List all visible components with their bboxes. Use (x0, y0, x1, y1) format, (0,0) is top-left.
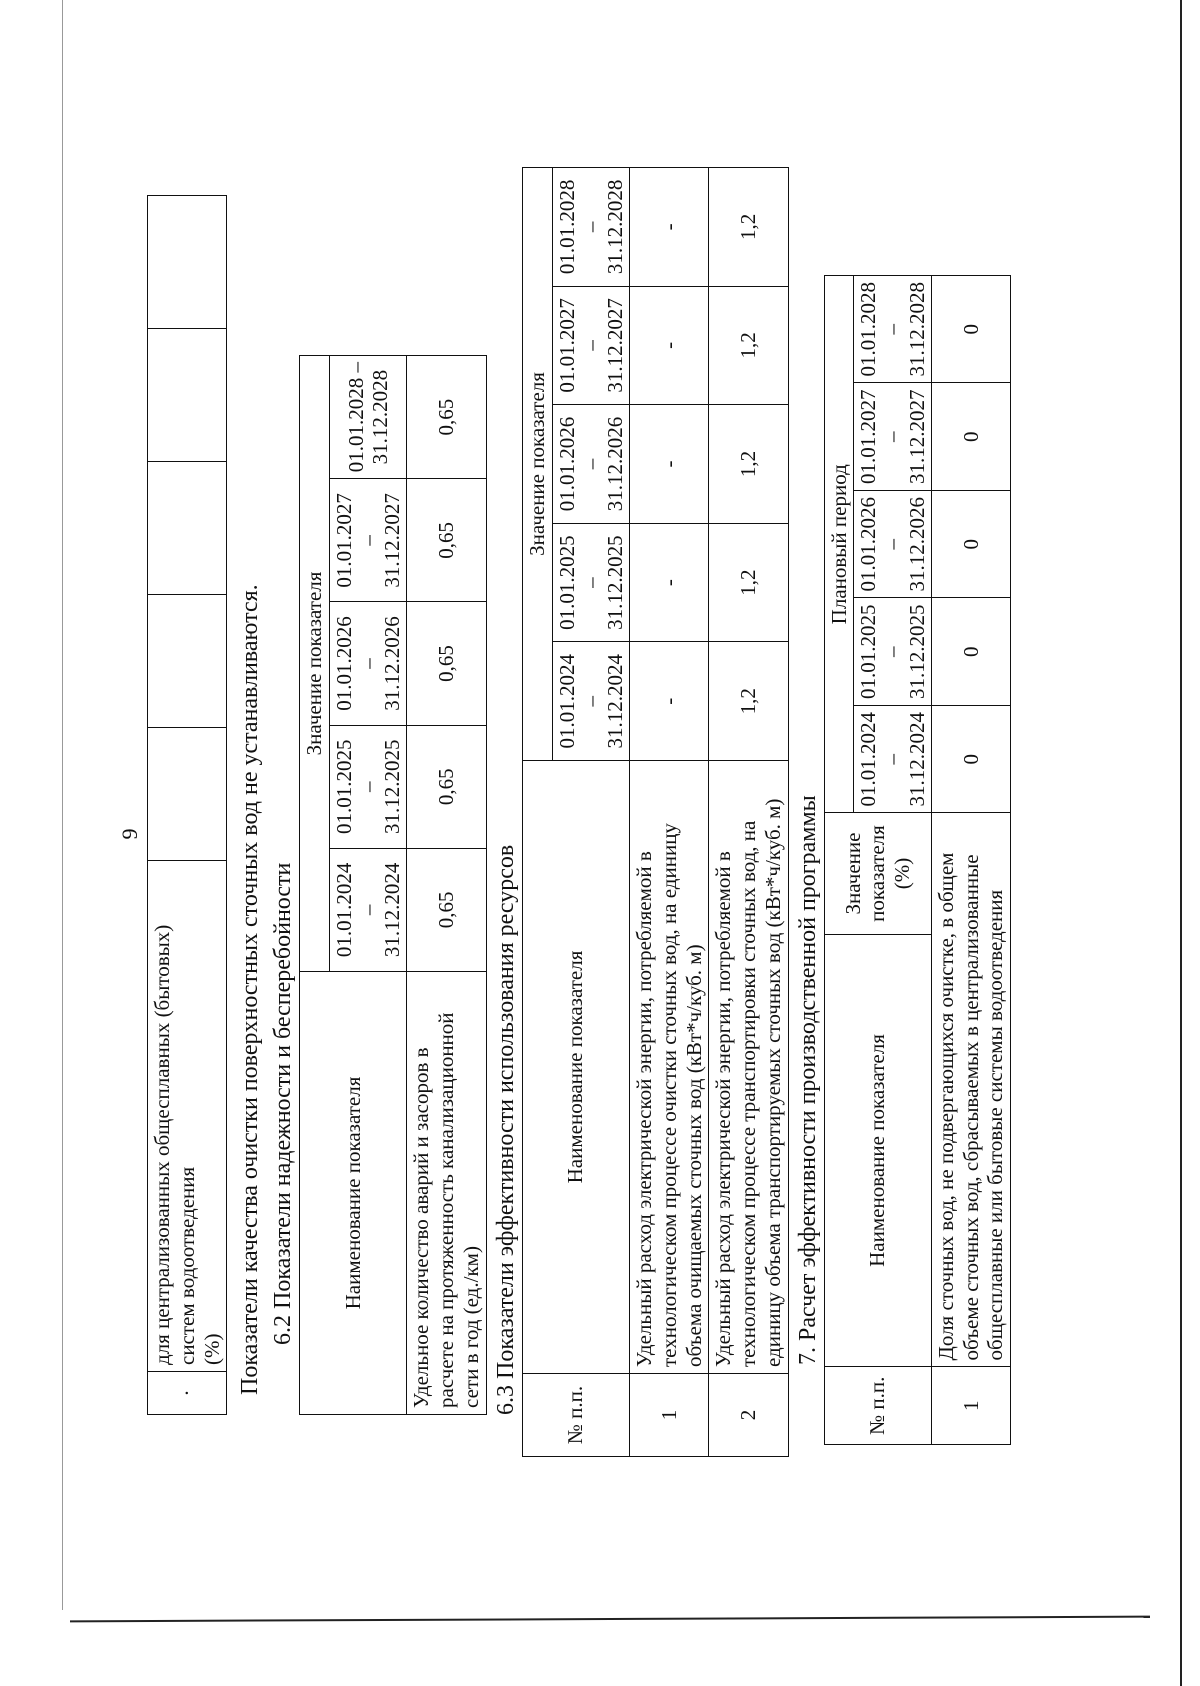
header-row (522, 168, 552, 1457)
col-value-header: Значение показателя (%) (824, 813, 931, 934)
value-cell: 1,2 (709, 523, 788, 642)
col-num-header: № п.п. (522, 1374, 629, 1457)
period-header: 01.01.2027 – 31.12.2027 (854, 383, 931, 491)
value-cell: 1,2 (709, 286, 788, 405)
value-cell: 0 (931, 706, 1010, 814)
rotated-page (95, 63, 1105, 1623)
section-6-3-title: 6.3 Показатели эффективности использования ресурсов (492, 844, 519, 1415)
value-cell: 0 (931, 276, 1010, 384)
row-label (148, 861, 227, 1372)
period-header: 01.01.2028 – 31.12.2028 (854, 276, 931, 384)
value-cell: 1,2 (709, 168, 788, 287)
empty-cell (148, 329, 227, 462)
period-header: 01.01.2026 – 31.12.2026 (552, 405, 629, 524)
empty-cell (148, 196, 227, 329)
value-cell: - (629, 523, 708, 642)
col-plan-header: Плановый период (824, 276, 854, 814)
value-cell: 0 (931, 598, 1010, 706)
value-cell: 1,2 (709, 642, 788, 761)
value-cell: 0,65 (407, 479, 486, 602)
col-name-header: Наименование показателя (522, 761, 629, 1374)
resources-table (522, 167, 789, 1457)
value-cell: 0,65 (407, 848, 486, 971)
indicator-name: Удельное количество аварий и засоров в расчете на протяженность канализационной сети в год (ед./км) (407, 972, 486, 1415)
period-header: 01.01.2025 – 31.12.2025 (854, 598, 931, 706)
scan-left-edge (62, 0, 63, 1610)
header-row (300, 356, 330, 1415)
period-header: 01.01.2024 – 31.12.2024 (854, 706, 931, 814)
period-header: 01.01.2027 – 31.12.2027 (330, 479, 407, 602)
value-cell: 0 (931, 491, 1010, 599)
surface-water-note: Показатели качества очистки поверхностных сточных вод не устанавливаются. (237, 584, 264, 1395)
period-header: 01.01.2026 – 31.12.2026 (854, 491, 931, 599)
value-cell: 1,2 (709, 405, 788, 524)
table-row (931, 276, 1010, 1445)
value-cell: 0,65 (407, 602, 486, 725)
top-table-fragment (147, 195, 227, 1415)
table-row (709, 168, 788, 1457)
period-header: 01.01.2027 – 31.12.2027 (552, 286, 629, 405)
period-header: 01.01.2024 – 31.12.2024 (330, 848, 407, 971)
indicator-name: Удельный расход электрической энергии, потребляемой в технологическом процессе очистки сточных вод, на единицу объема очищаемых сточных вод (кВт*ч/куб. м) (629, 761, 708, 1374)
period-header: 01.01.2025 – 31.12.2025 (330, 725, 407, 848)
value-cell: - (629, 642, 708, 761)
row-number: · (148, 1372, 227, 1415)
header-row (824, 276, 854, 1445)
empty-cell (148, 462, 227, 595)
value-cell: 0,65 (407, 356, 486, 479)
row-number: 2 (709, 1374, 788, 1457)
indicator-name: Удельный расход электрической энергии, потребляемой в технологическом процессе транспортировки сточных вод, на единицу объема транспортируемых сточных вод (кВт*ч/куб. м) (709, 761, 788, 1374)
col-value-header: Значение показателя (300, 356, 330, 972)
period-header: 01.01.2028 – 31.12.2028 (330, 356, 407, 479)
period-header: 01.01.2026 – 31.12.2026 (330, 602, 407, 725)
col-value-header: Значение показателя (522, 168, 552, 761)
value-cell: - (629, 168, 708, 287)
row-number: 1 (931, 1367, 1010, 1445)
table-row (407, 356, 486, 1415)
row-label-line1: для централизованных общесплавных (бытовых) систем водоотведения (150, 924, 199, 1365)
table-row (148, 196, 227, 1415)
program-efficiency-table (824, 275, 1011, 1445)
col-name-header: Наименование показателя (300, 972, 407, 1415)
period-header: 01.01.2028 – 31.12.2028 (552, 168, 629, 287)
value-cell: - (629, 405, 708, 524)
row-label-line2: (%) (199, 1333, 224, 1365)
row-number: 1 (629, 1374, 708, 1457)
value-cell: 0 (931, 383, 1010, 491)
value-cell: - (629, 286, 708, 405)
col-num-header: № п.п. (824, 1367, 931, 1445)
period-header: 01.01.2025 – 31.12.2025 (552, 523, 629, 642)
value-cell: 0,65 (407, 725, 486, 848)
empty-cell (148, 728, 227, 861)
reliability-table (299, 355, 486, 1415)
page-number: 9 (117, 828, 142, 840)
scan-right-edge (1180, 0, 1182, 1686)
period-header: 01.01.2024 – 31.12.2024 (552, 642, 629, 761)
section-7-title: 7. Расчет эффективности производственной программы (794, 795, 821, 1365)
table-row (629, 168, 708, 1457)
col-name-header: Наименование показателя (824, 934, 931, 1367)
section-6-2-title: 6.2 Показатели надежности и бесперебойности (270, 862, 297, 1345)
empty-cell (148, 595, 227, 728)
indicator-name: Доля сточных вод, не подвергающихся очистке, в общем объеме сточных вод, сбрасываемых в централизованные общесплавные или бытовые системы водоотведения (931, 813, 1010, 1367)
